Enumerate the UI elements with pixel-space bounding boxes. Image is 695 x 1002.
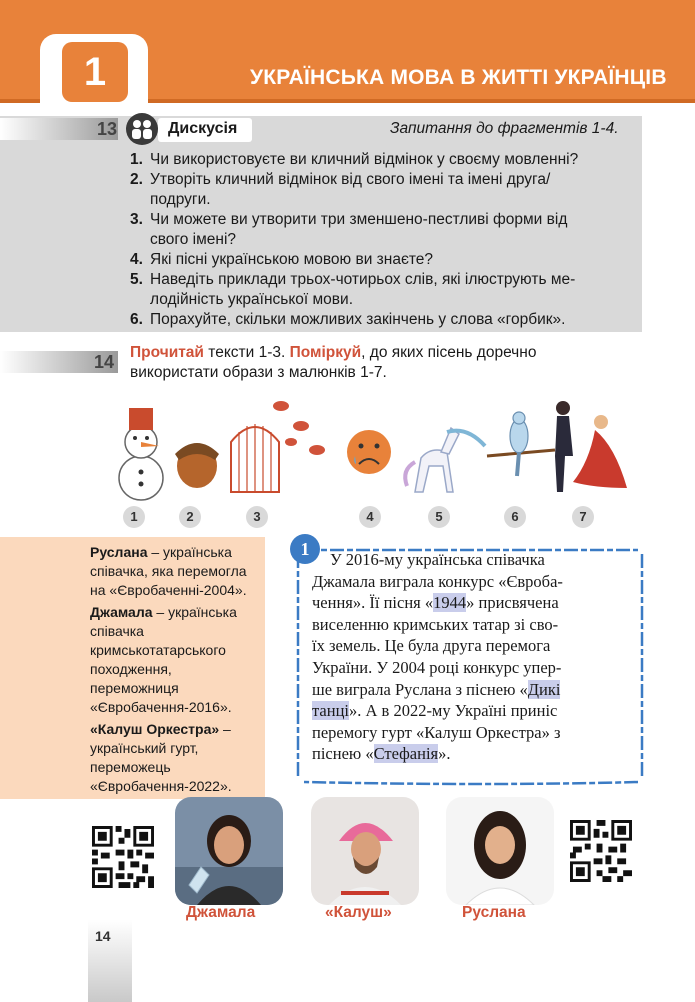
question-item: 5. Наведіть приклади трьох-чотирьох слів, які ілюструють ме- лодійність української мови.	[130, 271, 576, 308]
exercise-number: 13	[97, 119, 118, 139]
photo-jamala	[175, 797, 283, 905]
picture-number: 4	[359, 506, 381, 528]
photo-caption: Джамала	[186, 904, 256, 921]
discussion-subtitle: Запитання до фрагментів 1-4.	[390, 120, 619, 137]
picture-number: 3	[246, 506, 268, 528]
exercise-task: Прочитай тексти 1-3. Поміркуй, до яких пісень доречно використати образи з малюнків 1-7.	[130, 344, 537, 381]
photo-ruslana	[446, 797, 554, 905]
question-item: 1. Чи використовуєте ви кличний відмінок у своєму мовленні?	[130, 151, 579, 168]
unicorn-icon	[405, 428, 485, 492]
photo-caption: Руслана	[462, 904, 526, 921]
illustrations-row	[95, 392, 695, 522]
picture-number: 6	[504, 506, 526, 528]
sidebar-entry: «Калуш Оркестра» – український гурт, переможець «Євробачення-2022».	[90, 721, 232, 794]
fragment-text: У 2016-му українська співачка Джамала виграла конкурс «Євроба- чення». Її пісня «1944» присвячена виселенню кримських татар зі сво- їх земель. Це була друга перемога України. У 2004 році конкурс упер- ше виграла Руслана з піснею «Дикі танці». А в 2022-му Україні приніс перемогу гурт «Калуш Оркестра» з піснею «Стефанія».	[312, 550, 563, 764]
photo-caption: «Калуш»	[325, 904, 392, 921]
sidebar-entry: Руслана – українська співачка, яка перемогла на «Євробаченні-2004».	[90, 544, 247, 598]
discussion-icon	[126, 113, 158, 145]
sidebar-entry: Джамала – українська співачка кримськотатарського походження, переможниця «Євробачення-2016».	[90, 604, 237, 715]
sidebar-text	[90, 543, 260, 799]
photo-kalush	[311, 797, 419, 905]
picture-number: 2	[179, 506, 201, 528]
acorn-icon	[175, 443, 219, 488]
question-item: 6. Порахуйте, скільки можливих закінчень у слова «горбик».	[130, 311, 566, 328]
page-number: 14	[95, 928, 111, 944]
question-item: 3. Чи можете ви утворити три зменшено-пестливі форми від свого імені?	[130, 211, 568, 248]
fragment-badge: 1	[290, 534, 320, 564]
discussion-label: Дискусія	[168, 120, 238, 137]
picture-number: 5	[428, 506, 450, 528]
dancers-icon	[555, 401, 627, 492]
question-item: 2. Утворіть кличний відмінок від свого імені та імені друга/ подруги.	[130, 171, 551, 208]
snowman-icon	[119, 408, 163, 500]
page-title: УКРАЇНСЬКА МОВА В ЖИТТІ УКРАЇНЦІВ	[250, 66, 667, 89]
picture-number: 7	[572, 506, 594, 528]
qr-code-icon[interactable]	[92, 826, 154, 888]
question-item: 4. Які пісні українською мовою ви знаєте?	[130, 251, 434, 268]
picture-number: 1	[123, 506, 145, 528]
unit-number: 1	[62, 42, 128, 102]
qr-code-icon[interactable]	[570, 820, 632, 882]
birdcage-icon	[231, 401, 325, 492]
exercise-number: 14	[94, 352, 115, 372]
sad-face-icon	[347, 430, 391, 474]
parrot-icon	[487, 412, 555, 476]
